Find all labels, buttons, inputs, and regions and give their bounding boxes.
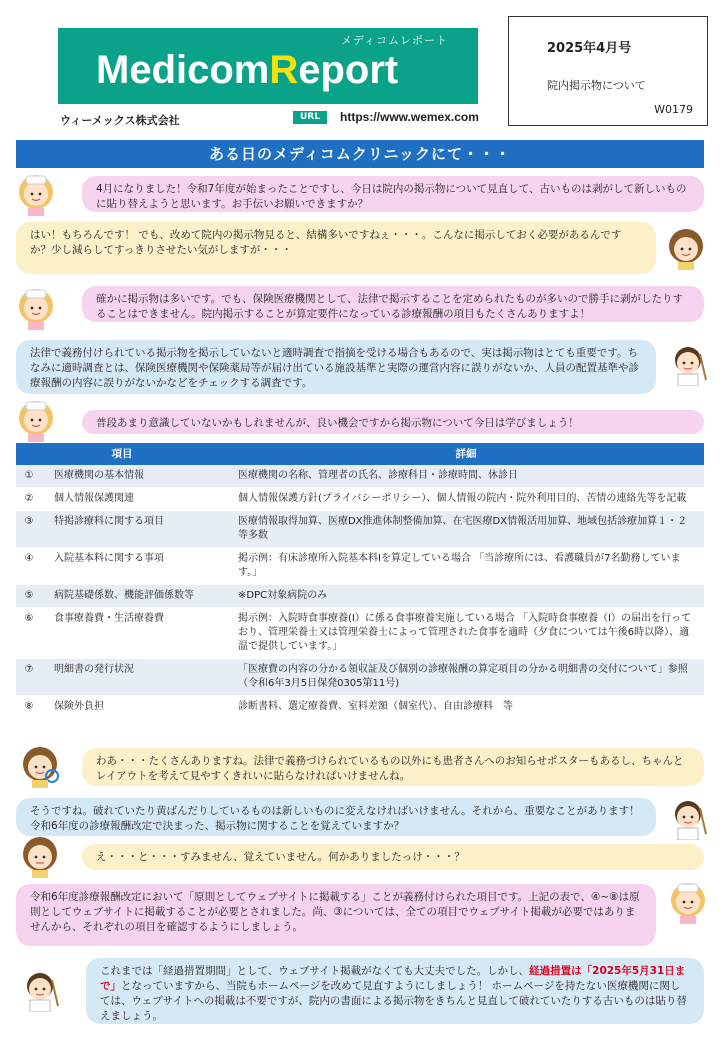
- issue-topic: 院内掲示物について: [547, 79, 646, 92]
- dialog-bubble-5: 普段あまり意識していないかもしれませんが、良い機会ですから掲示物について今日は学びましょう！: [82, 410, 704, 434]
- dialog-bubble-3: 確かに掲示物は多いです。でも、保険医療機関として、法律で掲示することを定められたものが多いので勝手に剥がしたりすることはできません。院内掲示することが算定要件になっている診療報酬の項目もたくさんありますよ！: [82, 286, 704, 322]
- dialog-bubble-8: え・・・と・・・すみません、覚えていません。何かありましたっけ・・・？: [82, 844, 704, 870]
- issue-code: W0179: [654, 103, 693, 116]
- dialog-bubble-9: 令和6年度診療報酬改定において「原則としてウェブサイトに掲載する」ことが義務付けられた項目です。上記の表で、④~⑧は原則としてウェブサイトに掲載することが必要とされました。尚、③については、全ての項目でウェブサイト掲載が必要ではありませんから、それぞれの項目を確認するようにしましょう。: [16, 884, 656, 946]
- page-title: ある日のメディコムクリニックにて・・・: [16, 140, 704, 168]
- doctor-avatar-icon: [666, 794, 710, 840]
- logo: [58, 28, 478, 104]
- staff-avatar-icon: [18, 742, 62, 788]
- logo-wordmark: MedicomReport: [96, 48, 399, 92]
- table-header-detail: 詳細: [228, 443, 704, 465]
- company-name: ウィーメックス株式会社: [60, 114, 180, 127]
- table-header-item: 項目: [16, 443, 228, 465]
- table-row: ④ 入院基本料に関する事項 掲示例：有床診療所入院基本料Ⅰを算定している場合 「当診療所には、看護職員が7名勤務しています。」: [16, 548, 704, 585]
- table-row: ⑤ 病院基礎係数、機能評価係数等 ※DPC対象病院のみ: [16, 585, 704, 608]
- table-row: ① 医療機関の基本情報 医療機関の名称、管理者の氏名、診療科目・診療時間、休診日: [16, 465, 704, 488]
- posting-items-table: [16, 443, 704, 719]
- staff-avatar-icon: [18, 832, 62, 878]
- website-link[interactable]: https://www.wemex.com: [340, 110, 479, 124]
- table-row: ⑧ 保険外負担 診断書料、選定療養費、室料差額（個室代）、自由診療料 等: [16, 696, 704, 719]
- issue-date: 2025年4月号: [547, 41, 632, 56]
- table-row: ⑦ 明細書の発行状況 「医療費の内容の分かる領収証及び個別の診療報酬の算定項目の分かる明細書の交付について」参照（令和6年3月5日保発0305第11号): [16, 659, 704, 696]
- report-header: [0, 0, 720, 135]
- doctor-avatar-icon: [18, 966, 62, 1012]
- deadline-highlight: 経過措置は「2025年5月31日まで」: [100, 965, 686, 992]
- dialog-bubble-10: これまでは「経過措置期間」として、ウェブサイト掲載がなくても大丈夫でした。しかし、経過措置は「2025年5月31日まで」となっていますから、当院もホームページを改めて見直すようにしましょう！ ホームページを持たない医療機関に関しては、ウェブサイトへの掲載は不要ですが、院内の書面による掲示物をきちんと見直して破れていたりする古いものは貼り替えましょう。: [86, 958, 704, 1024]
- dialog-bubble-1: 4月になりました！令和7年度が始まったことですし、今日は院内の掲示物について見直して、古いものは剥がして新しいものに貼り替えようと思います。お手伝いお願いできますか？: [82, 176, 704, 212]
- staff-avatar-icon: [664, 224, 708, 270]
- dialog-bubble-2: はい！もちろんです！ でも、改めて院内の掲示物見ると、結構多いですねぇ・・・。こんなに掲示しておく必要があるんですか？少し減らしてすっきりさせたい気がしますが・・・: [16, 222, 656, 274]
- doctor-avatar-icon: [666, 340, 710, 386]
- dialog-bubble-4: 法律で義務付けられている掲示物を掲示していないと適時調査で指摘を受ける場合もあるので、実は掲示物はとても重要です。ちなみに適時調査とは、保険医療機関や保険薬局等が届け出ている施設基準と実際の運営内容に誤りがないか、人員の配置基準や診療報酬の内容に誤りがないかなどをチェックする調査です。: [16, 340, 656, 394]
- nurse-avatar-icon: [14, 284, 58, 330]
- table-row: ③ 特掲診療料に関する項目 医療情報取得加算、医療DX推進体制整備加算、在宅医療DX情報活用加算、地域包括診療加算１・２ 等多数: [16, 511, 704, 548]
- issue-info-box: [508, 16, 708, 126]
- logo-subtitle: メディコムレポート: [340, 34, 448, 47]
- table-row: ⑥ 食事療養費・生活療養費 掲示例：入院時食事療養(Ⅰ）に係る食事療養実施している場合 「入院時食事療養（Ⅰ）の届出を行っており、管理栄養士又は管理栄養士によって管理された食事を適時（夕食については午後6時以降）、適温で提供しています。」: [16, 608, 704, 659]
- nurse-avatar-icon: [14, 170, 58, 216]
- nurse-avatar-icon: [666, 878, 710, 924]
- dialog-bubble-7: そうですね。破れていたり黄ばんだりしているものは新しいものに変えなければいけません。それから、重要なことがあります！令和6年度の診療報酬改定で決まった、掲示物に関することを覚えていますか？: [16, 798, 656, 836]
- table-row: ② 個人情報保護関連 個人情報保護方針(プライバシーポリシー）、個人情報の院内・院外利用目的、苦情の連絡先等を記載: [16, 488, 704, 511]
- url-badge: URL: [293, 111, 327, 124]
- dialog-bubble-6: わあ・・・たくさんありますね。法律で義務づけられているもの以外にも患者さんへのお知らせポスターもあるし、ちゃんとレイアウトを考えて見やすくきれいに貼らなければいけませんね。: [82, 748, 704, 786]
- nurse-avatar-icon: [14, 396, 58, 442]
